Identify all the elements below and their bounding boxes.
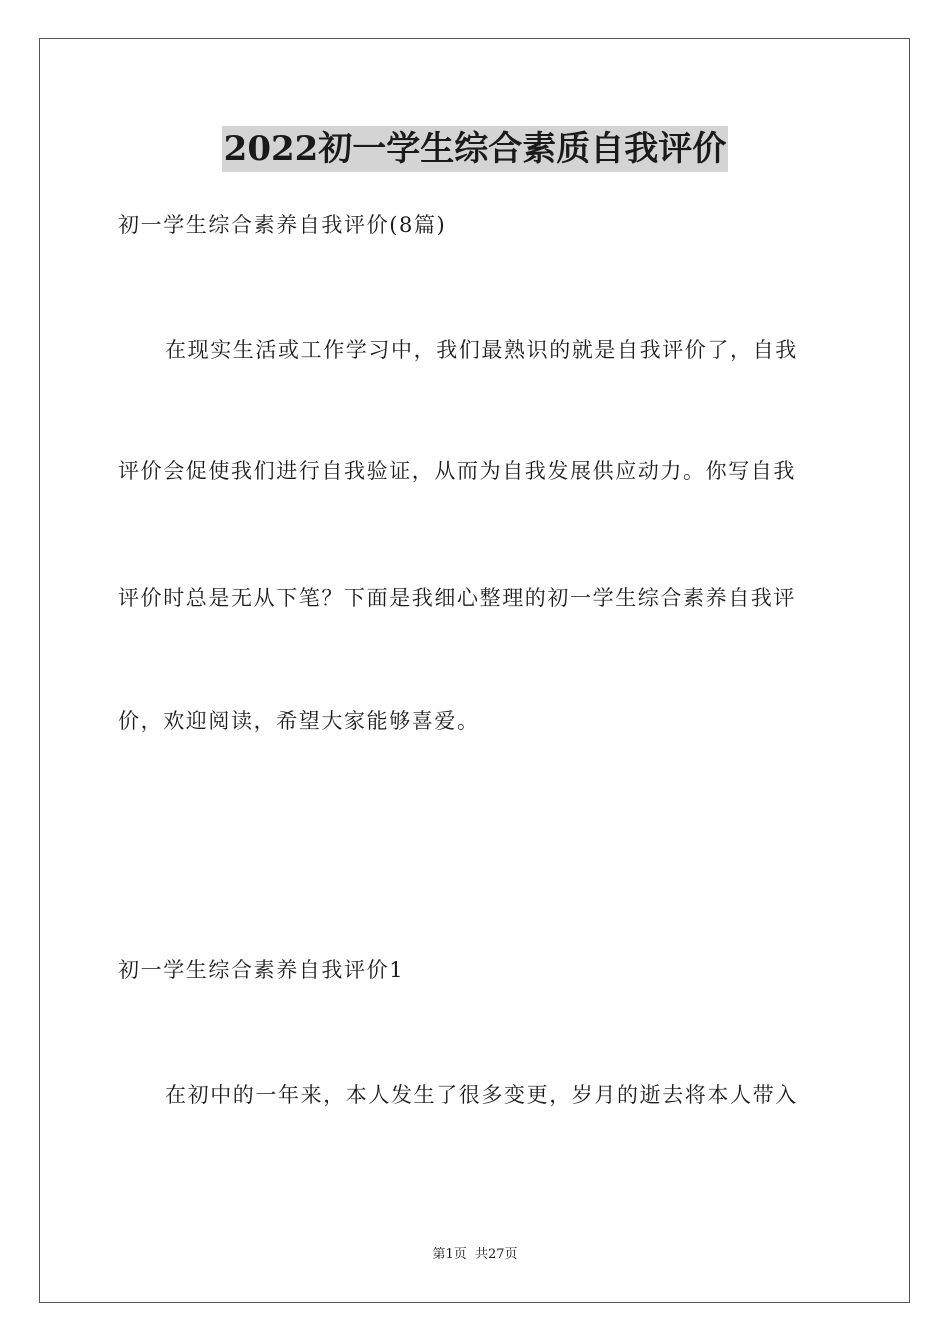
section-heading: 初一学生综合素养自我评价1 xyxy=(118,958,405,982)
title-container xyxy=(0,126,950,172)
intro-line-1: 在现实生活或工作学习中，我们最熟识的就是自我评价了，自我 xyxy=(165,338,798,362)
intro-line-4: 价，欢迎阅读，希望大家能够喜爱。 xyxy=(118,709,480,733)
page-number-total: 共27页 xyxy=(474,1247,518,1262)
document-title: 2022初一学生综合素质自我评价 xyxy=(222,126,729,172)
section-line-1: 在初中的一年来，本人发生了很多变更，岁月的逝去将本人带入 xyxy=(165,1083,798,1107)
page-number-current: 第1页 xyxy=(432,1247,467,1262)
intro-line-2: 评价会促使我们进行自我验证，从而为自我发展供应动力。你写自我 xyxy=(118,459,796,483)
document-subtitle: 初一学生综合素养自我评价(8篇) xyxy=(118,213,447,237)
intro-line-3: 评价时总是无从下笔？下面是我细心整理的初一学生综合素养自我评 xyxy=(118,586,796,610)
page-footer xyxy=(0,1246,950,1264)
